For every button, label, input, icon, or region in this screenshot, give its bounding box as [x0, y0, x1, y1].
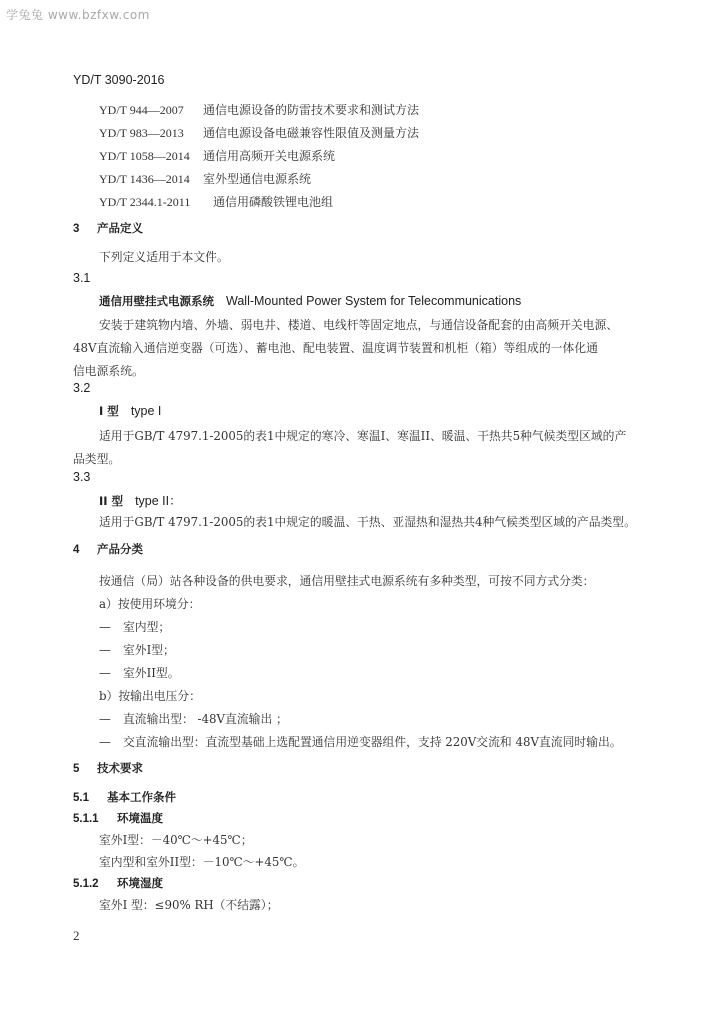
reference-title: 通信用磷酸铁锂电池组: [213, 195, 334, 209]
reference-item: [99, 147, 335, 164]
document-header: YD/T 3090-2016: [73, 73, 165, 87]
term-english: type II：: [135, 494, 182, 508]
list-item: [99, 710, 288, 727]
subsection-title: 环境湿度: [117, 876, 163, 890]
dash-bullet: —: [99, 712, 111, 726]
section-heading: [73, 220, 143, 236]
paragraph-line: 室外I型：－40℃～+45℃；: [99, 833, 253, 847]
definition-number: 3.1: [73, 271, 91, 285]
section-heading: [73, 541, 143, 557]
term-english: type I: [130, 404, 162, 418]
definition-term: [99, 403, 161, 419]
reference-code: YD/T 944—2007: [99, 103, 184, 117]
subsection-number: 5.1.2: [73, 878, 99, 890]
subsection-heading: [73, 875, 163, 891]
reference-title: 通信用高频开关电源系统: [203, 149, 336, 163]
reference-title: 通信电源设备的防雷技术要求和测试方法: [203, 103, 420, 117]
subsection-heading: [73, 789, 176, 805]
definition-number: 3.3: [73, 470, 91, 484]
reference-item: [99, 193, 333, 210]
list-item-text: 直流输出型： -48V直流输出 ；: [123, 712, 288, 726]
section-number: 4: [73, 544, 80, 556]
term-chinese: I 型: [99, 404, 119, 418]
reference-title: 室外型通信电源系统: [203, 172, 312, 186]
list-heading: b）按输出电压分：: [99, 689, 201, 703]
reference-code: YD/T 1436—2014: [99, 172, 190, 186]
list-item: [99, 641, 175, 658]
dash-bullet: —: [99, 666, 111, 680]
paragraph-line: 室外I 型：≤90% RH（不结露）；: [99, 898, 279, 912]
section-title: 产品定义: [97, 221, 143, 235]
list-item-text: 室内型；: [123, 620, 171, 634]
term-chinese: 通信用壁挂式电源系统: [99, 294, 214, 308]
reference-title: 通信电源设备电磁兼容性限值及测量方法: [203, 126, 420, 140]
dash-bullet: —: [99, 643, 111, 657]
definition-term: [99, 293, 521, 309]
definition-number: 3.2: [73, 381, 91, 395]
subsection-title: 环境温度: [117, 811, 163, 825]
paragraph-line: 适用于GB/T 4797.1-2005的表1中规定的暖温、干热、亚湿热和湿热共4种气候类型区域的产品类型。: [99, 515, 636, 529]
section-number: 3: [73, 223, 80, 235]
subsection-title: 基本工作条件: [107, 790, 176, 804]
reference-code: YD/T 983—2013: [99, 126, 184, 140]
list-heading: a）按使用环境分：: [99, 597, 201, 611]
reference-item: [99, 101, 419, 118]
section-number: 5: [73, 763, 80, 775]
reference-item: [99, 124, 419, 141]
paragraph-line: 室内型和室外II型：－10℃～+45℃。: [99, 855, 305, 869]
section-heading: [73, 760, 143, 776]
list-item-text: 交直流输出型：直流型基础上选配置通信用逆变器组件，支持 220V交流和 48V直流同时输出。: [123, 735, 622, 749]
term-english: Wall-Mounted Power System for Telecommunications: [226, 294, 522, 308]
term-chinese: II 型: [99, 494, 124, 508]
paragraph: 下列定义适用于本文件。: [99, 250, 229, 264]
watermark: 学兔兔 www.bzfxw.com: [6, 8, 150, 22]
subsection-number: 5.1.1: [73, 813, 99, 825]
dash-bullet: —: [99, 735, 111, 749]
section-title: 产品分类: [97, 542, 143, 556]
reference-code: YD/T 1058—2014: [99, 149, 190, 163]
paragraph: 按通信（局）站各种设备的供电要求，通信用壁挂式电源系统有多种类型，可按不同方式分类：: [99, 574, 595, 588]
page-number: 2: [73, 928, 80, 943]
list-item: [99, 618, 170, 635]
reference-item: [99, 170, 311, 187]
reference-code: YD/T 2344.1-2011: [99, 195, 191, 209]
list-item-text: 室外I型；: [123, 643, 175, 657]
paragraph-line: 48V直流输入通信逆变器（可选）、蓄电池、配电装置、温度调节装置和机柜（箱）等组成的一体化通: [73, 341, 598, 355]
section-title: 技术要求: [97, 761, 143, 775]
list-item: [99, 664, 180, 681]
subsection-heading: [73, 810, 163, 826]
paragraph-line: 安装于建筑物内墙、外墙、弱电井、楼道、电线杆等固定地点，与通信设备配套的由高频开关电源、: [99, 318, 619, 332]
definition-term: [99, 491, 182, 509]
list-item: [99, 733, 622, 750]
dash-bullet: —: [99, 620, 111, 634]
paragraph-line: 信电源系统。: [73, 364, 144, 378]
paragraph-line: 适用于GB/T 4797.1-2005的表1中规定的寒冷、寒温I、寒温II、暖温、干热共5种气候类型区域的产: [99, 429, 627, 443]
paragraph-line: 品类型。: [73, 452, 121, 466]
list-item-text: 室外II型。: [123, 666, 180, 680]
subsection-number: 5.1: [73, 792, 89, 804]
